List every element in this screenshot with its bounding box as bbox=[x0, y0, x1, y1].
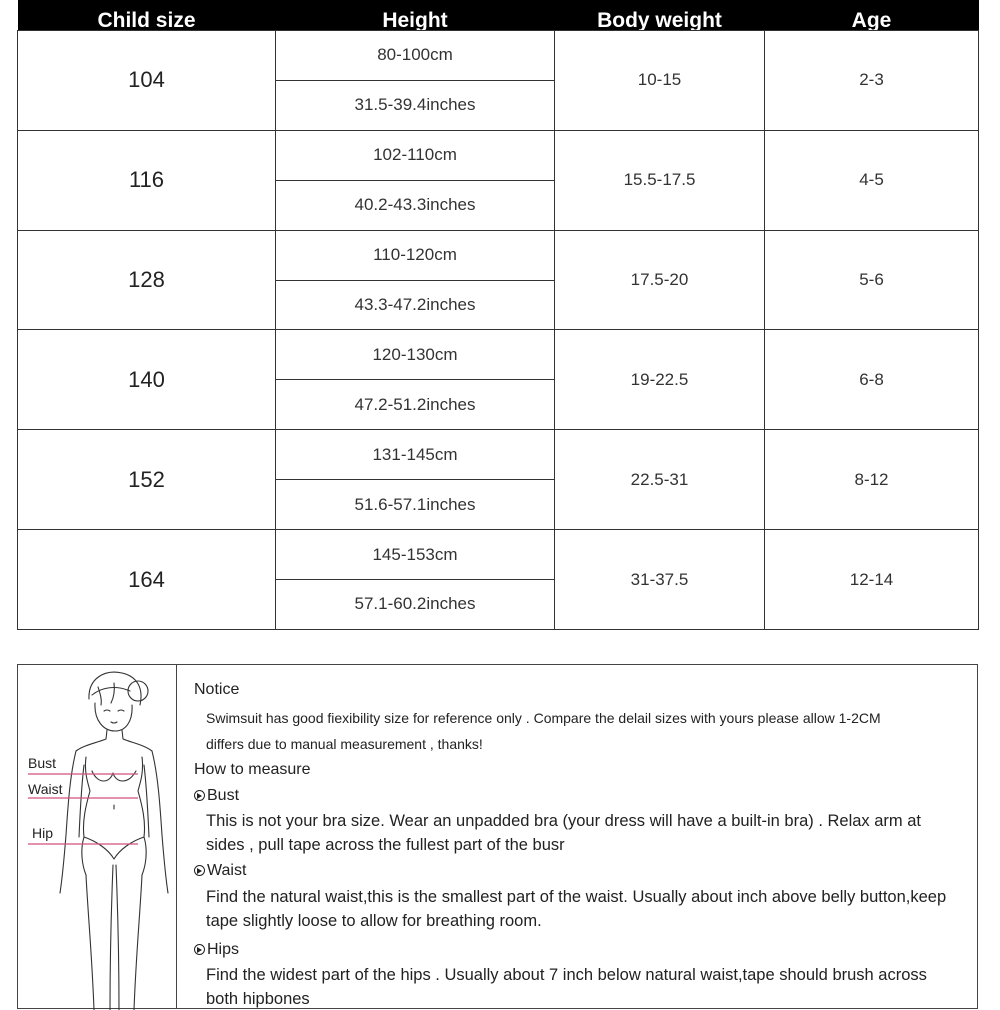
bust-text-1: This is not your bra size. Wear an unpadded bra (your dress will have a built-in bra) . Relax arm at bbox=[206, 812, 922, 830]
how-to-measure-heading: How to measure bbox=[194, 761, 311, 778]
height-in-cell: 31.5-39.4inches bbox=[276, 80, 555, 130]
age-cell: 2-3 bbox=[765, 31, 979, 131]
weight-cell: 19-22.5 bbox=[555, 330, 765, 430]
play-bullet-icon bbox=[194, 790, 205, 801]
age-cell: 6-8 bbox=[765, 330, 979, 430]
height-in-cell: 47.2-51.2inches bbox=[276, 380, 555, 430]
table-row bbox=[18, 230, 979, 280]
height-cm-cell: 80-100cm bbox=[276, 31, 555, 81]
header-height: Height bbox=[276, 0, 555, 31]
bust-label: Bust bbox=[28, 755, 57, 771]
hips-heading bbox=[194, 941, 239, 959]
header-child-size: Child size bbox=[18, 0, 276, 31]
height-cm-cell: 145-153cm bbox=[276, 530, 555, 580]
height-cm-cell: 131-145cm bbox=[276, 430, 555, 480]
bust-heading-text: Bust bbox=[207, 787, 240, 804]
notice-panel bbox=[17, 664, 978, 1009]
size-cell: 116 bbox=[18, 130, 276, 230]
size-chart-table bbox=[17, 0, 979, 630]
table-row bbox=[18, 31, 979, 81]
age-cell: 4-5 bbox=[765, 130, 979, 230]
weight-cell: 31-37.5 bbox=[555, 530, 765, 630]
waist-text-2: tape slightly loose to allow for breathing room. bbox=[206, 912, 542, 930]
play-bullet-icon bbox=[194, 944, 205, 955]
table-row bbox=[18, 530, 979, 580]
notice-line-1: Swimsuit has good fiexibility size for reference only . Compare the delail sizes with yours please allow 1-2CM bbox=[206, 710, 881, 726]
size-cell: 104 bbox=[18, 31, 276, 131]
size-cell: 152 bbox=[18, 430, 276, 530]
size-cell: 128 bbox=[18, 230, 276, 330]
height-in-cell: 40.2-43.3inches bbox=[276, 180, 555, 230]
face-shape bbox=[95, 703, 132, 731]
waist-heading bbox=[194, 862, 246, 880]
header-body-weight: Body weight bbox=[555, 0, 765, 31]
header-age: Age bbox=[765, 0, 979, 31]
height-cm-cell: 120-130cm bbox=[276, 330, 555, 380]
waist-heading-text: Waist bbox=[207, 862, 247, 879]
notice-title: Notice bbox=[194, 681, 240, 698]
bust-heading bbox=[194, 787, 239, 805]
weight-cell: 17.5-20 bbox=[555, 230, 765, 330]
height-in-cell: 51.6-57.1inches bbox=[276, 480, 555, 530]
age-cell: 12-14 bbox=[765, 530, 979, 630]
hips-text-1: Find the widest part of the hips . Usually about 7 inch below natural waist,tape should brush across bbox=[206, 966, 927, 984]
waist-label: Waist bbox=[28, 781, 63, 797]
height-in-cell: 43.3-47.2inches bbox=[276, 280, 555, 330]
height-cm-cell: 102-110cm bbox=[276, 130, 555, 180]
measurement-figure bbox=[18, 665, 177, 1008]
weight-cell: 10-15 bbox=[555, 31, 765, 131]
age-cell: 5-6 bbox=[765, 230, 979, 330]
waist-text-1: Find the natural waist,this is the smallest part of the waist. Usually about inch above belly button,keep bbox=[206, 888, 947, 906]
weight-cell: 15.5-17.5 bbox=[555, 130, 765, 230]
hips-heading-text: Hips bbox=[207, 941, 240, 958]
hips-text-2: both hipbones bbox=[206, 990, 310, 1008]
height-in-cell: 57.1-60.2inches bbox=[276, 579, 555, 629]
play-bullet-icon bbox=[194, 865, 205, 876]
size-cell: 164 bbox=[18, 530, 276, 630]
height-cm-cell: 110-120cm bbox=[276, 230, 555, 280]
age-cell: 8-12 bbox=[765, 430, 979, 530]
bust-text-2: sides , pull tape across the fullest part of the busr bbox=[206, 836, 565, 854]
notice-line-2: differs due to manual measurement , thanks! bbox=[206, 736, 483, 752]
size-cell: 140 bbox=[18, 330, 276, 430]
table-header-row bbox=[18, 0, 979, 31]
table-row bbox=[18, 130, 979, 180]
table-row bbox=[18, 430, 979, 480]
weight-cell: 22.5-31 bbox=[555, 430, 765, 530]
table-row bbox=[18, 330, 979, 380]
hip-label: Hip bbox=[32, 825, 54, 841]
